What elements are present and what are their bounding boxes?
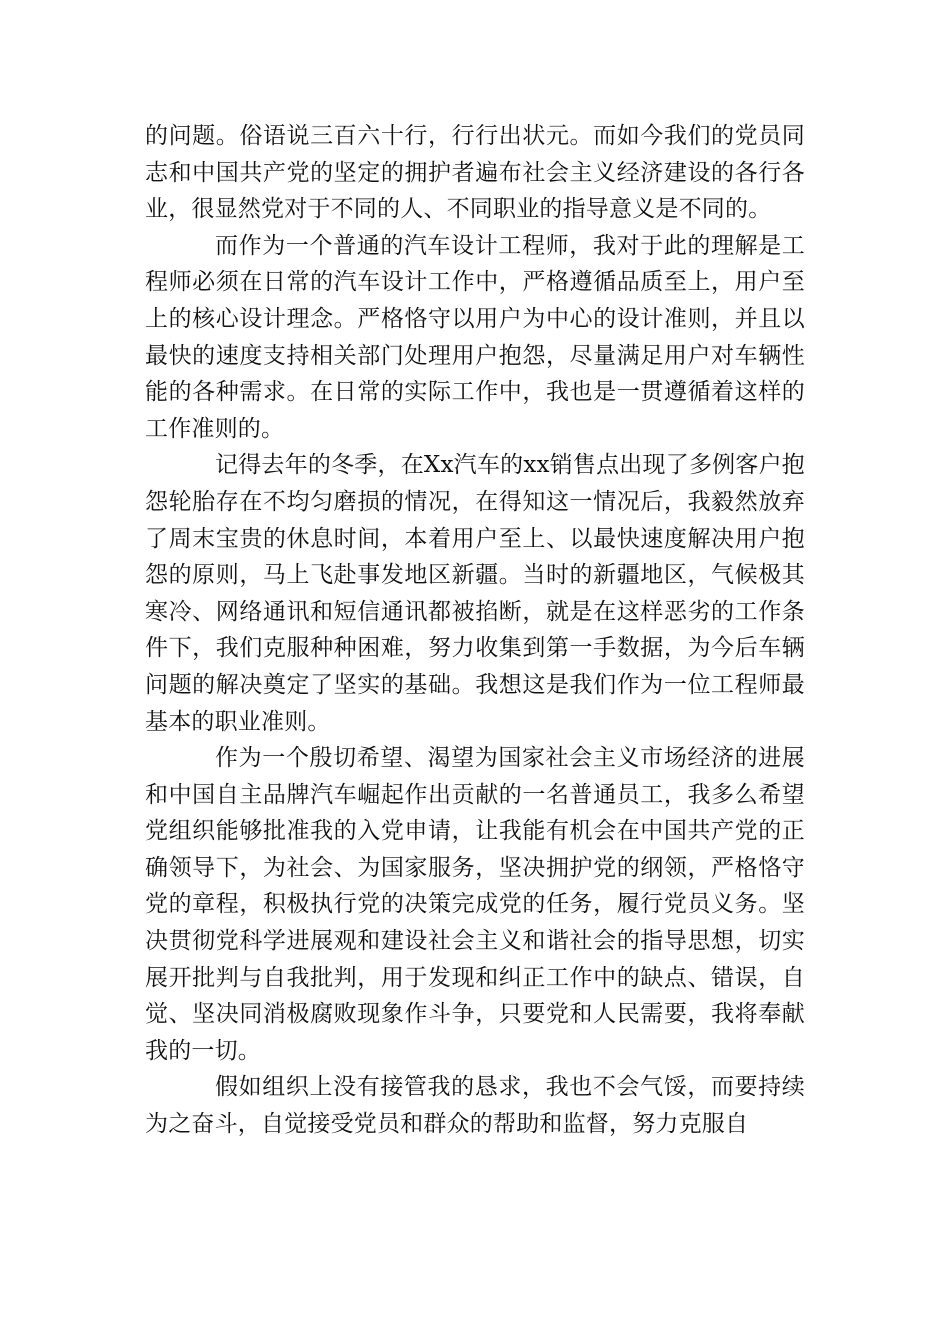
paragraph-3: 记得去年的冬季，在Xx汽车的xx销售点出现了多例客户抱怨轮胎存在不均匀磨损的情况，在得知这一情况后，我毅然放弃了周末宝贵的休息时间，本着用户至上、以最快速度解决用户抱怨的原则，马上飞赴事发地区新疆。当时的新疆地区，气候极其寒冷、网络通讯和短信通讯都被掐断，就是在这样恶劣的工作条件下，我们克服种种困难，努力收集到第一手数据，为今后车辆问题的解决奠定了坚实的基础。我想这是我们作为一位工程师最基本的职业准则。	[145, 452, 805, 735]
paragraph-1: 的问题。俗语说三百六十行，行行出状元。而如今我们的党员同志和中国共产党的坚定的拥护者遍布社会主义经济建设的各行各业，很显然党对于不同的人、不同职业的指导意义是不同的。	[145, 123, 805, 223]
document-body	[145, 118, 805, 1143]
paragraph-2: 而作为一个普通的汽车设计工程师，我对于此的理解是工程师必须在日常的汽车设计工作中，严格遵循品质至上，用户至上的核心设计理念。严格恪守以用户为中心的设计准则，并且以最快的速度支持相关部门处理用户抱怨，尽量满足用户对车辆性能的各种需求。在日常的实际工作中，我也是一贯遵循着这样的工作准则的。	[145, 232, 805, 442]
paragraph-5: 假如组织上没有接管我的恳求，我也不会气馁，而要持续为之奋斗，自觉接受党员和群众的帮助和监督，努力克服自	[145, 1074, 805, 1138]
paragraph-4: 作为一个殷切希望、渴望为国家社会主义市场经济的进展和中国自主品牌汽车崛起作出贡献的一名普通员工，我多么希望党组织能够批准我的入党申请，让我能有机会在中国共产党的正确领导下，为社会、为国家服务，坚决拥护党的纲领，严格恪守党的章程，积极执行党的决策完成党的任务，履行党员义务。坚决贯彻党科学进展观和建设社会主义和谐社会的指导思想，切实展开批判与自我批判，用于发现和纠正工作中的缺点、错误，自觉、坚决同消极腐败现象作斗争，只要党和人民需要，我将奉献我的一切。	[145, 745, 805, 1064]
